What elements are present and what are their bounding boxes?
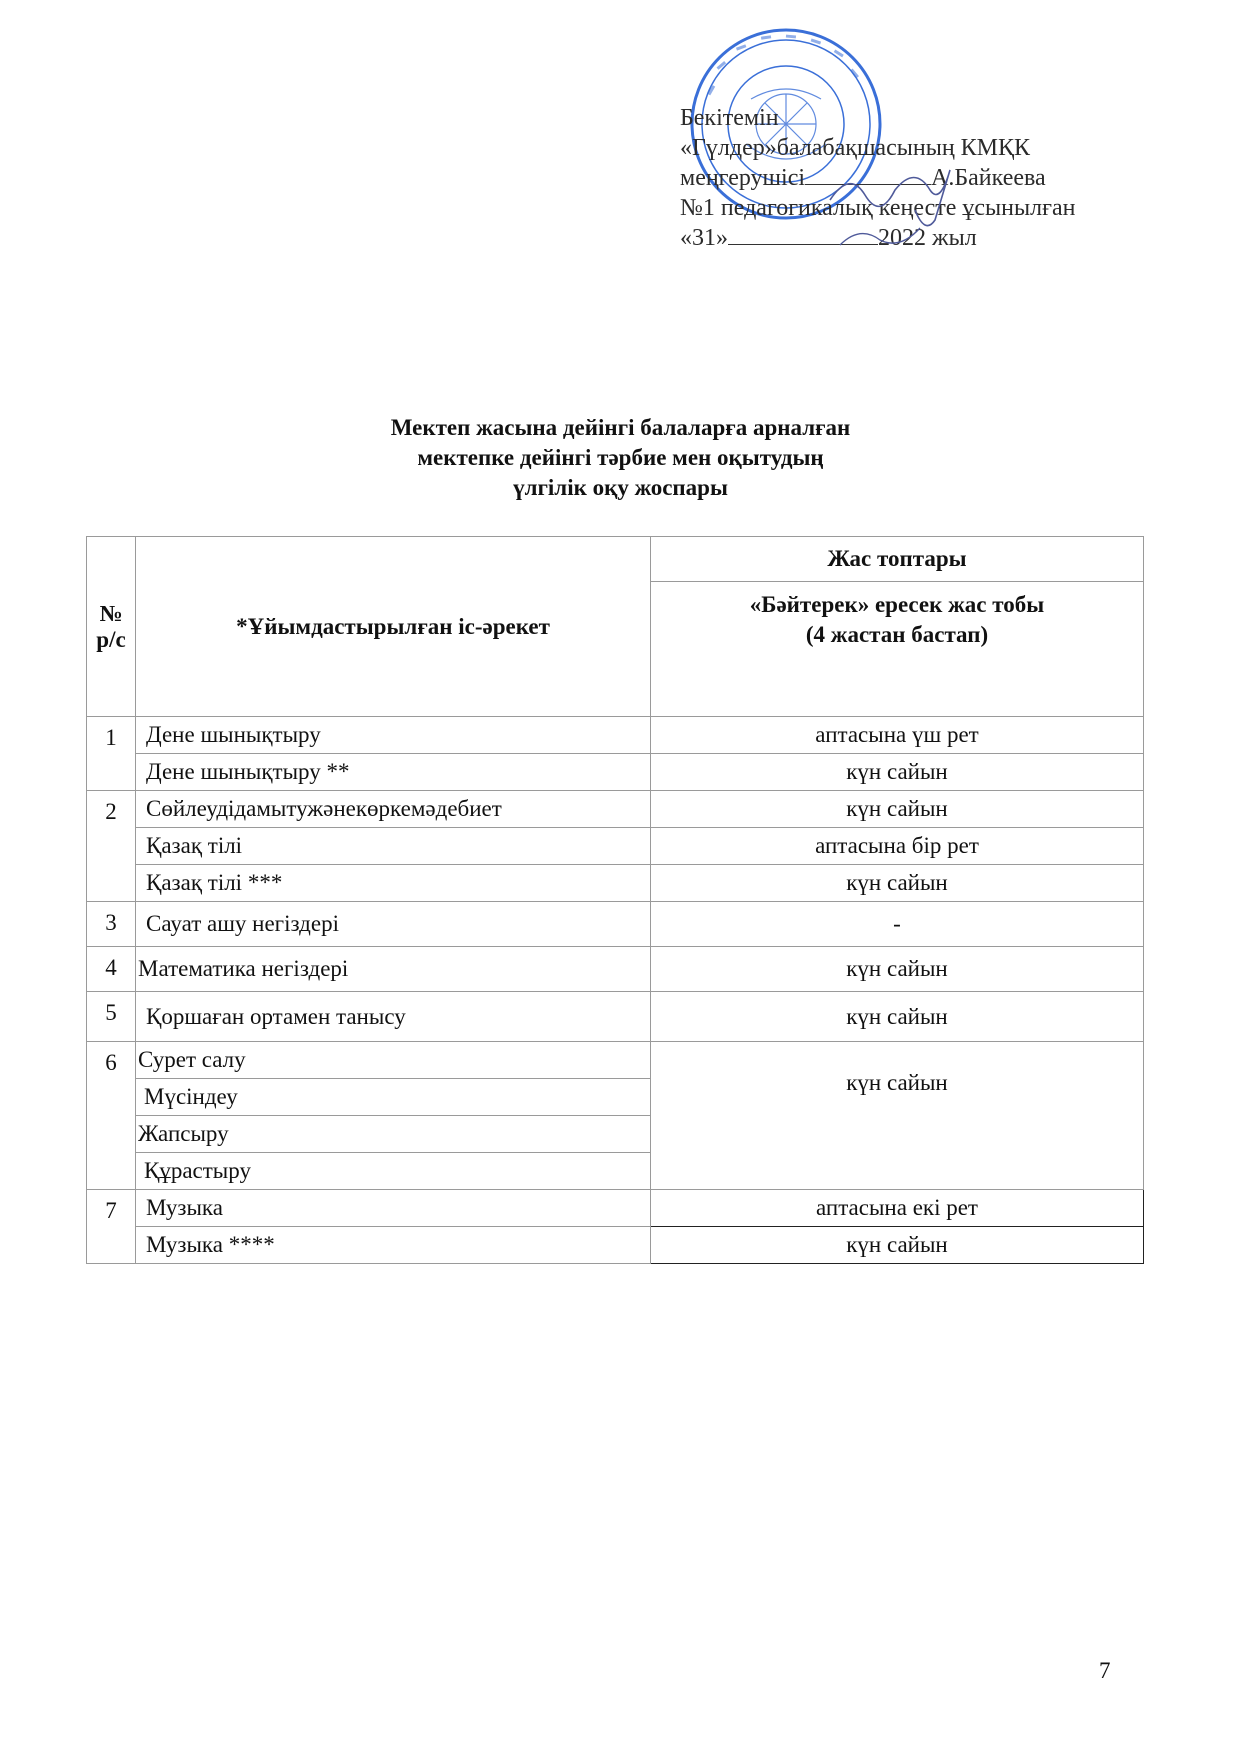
signature — [820, 150, 970, 250]
row-number: 4 — [87, 947, 136, 992]
table-row — [87, 754, 1144, 791]
activity-cell: Математика негіздері — [136, 947, 651, 992]
frequency-cell: күн сайын — [651, 865, 1144, 902]
header-text: № — [99, 600, 123, 626]
col-number-header — [87, 537, 136, 717]
table-row — [87, 791, 1144, 828]
group-header — [651, 582, 1144, 717]
header-text: «Бәйтерек» ересек жас тобы — [749, 592, 1045, 617]
frequency-cell: күн сайын — [651, 992, 1144, 1042]
frequency-cell: күн сайын — [651, 754, 1144, 791]
document-title — [0, 413, 1241, 503]
date-day: «31» — [680, 225, 728, 251]
frequency-cell: күн сайын — [651, 1227, 1144, 1264]
approval-text: №1 педагогикалық кеңесте ұсынылған — [680, 195, 1076, 221]
frequency-cell: аптасына екі рет — [651, 1190, 1144, 1227]
table-row — [87, 865, 1144, 902]
row-number: 2 — [87, 791, 136, 902]
activity-cell: Музыка — [136, 1190, 651, 1227]
row-number: 5 — [87, 992, 136, 1042]
activity-cell: Сурет салу — [136, 1042, 651, 1079]
row-number: 6 — [87, 1042, 136, 1190]
page-number: 7 — [1099, 1658, 1111, 1683]
frequency-cell: аптасына бір рет — [651, 828, 1144, 865]
activity-cell: Жапсыру — [136, 1116, 651, 1153]
header-text: (4 жастан бастап) — [805, 622, 989, 647]
table-row — [87, 1042, 1144, 1079]
approval-text: «Гүлдер»балабақшасының КМҚК — [680, 135, 1031, 161]
activity-cell: Дене шынықтыру — [136, 717, 651, 754]
activity-cell: Сауат ашу негіздері — [136, 902, 651, 947]
table-row — [87, 947, 1144, 992]
table-row — [87, 828, 1144, 865]
head-name: А.Байкеева — [931, 165, 1046, 191]
frequency-cell: күн сайын — [651, 947, 1144, 992]
activity-cell: Қоршаған ортамен танысу — [136, 992, 651, 1042]
table-row — [87, 717, 1144, 754]
col-age-groups-header: Жас топтары — [651, 537, 1144, 582]
table-row — [87, 1190, 1144, 1227]
frequency-cell: күн сайын — [651, 1042, 1144, 1190]
table-row — [87, 1227, 1144, 1264]
col-activity-header: *Ұйымдастырылған іс-әрекет — [136, 537, 651, 717]
row-number: 3 — [87, 902, 136, 947]
title-line: мектепке дейінгі тәрбие мен оқытудың — [417, 445, 824, 470]
table-row — [87, 902, 1144, 947]
table-header-row — [87, 537, 1144, 582]
approval-text: Бекітемін — [680, 105, 779, 131]
frequency-cell: аптасына үш рет — [651, 717, 1144, 754]
activity-cell: Дене шынықтыру ** — [136, 754, 651, 791]
table-row — [87, 992, 1144, 1042]
date-year: 2022 жыл — [878, 225, 977, 251]
activity-cell: Музыка **** — [136, 1227, 651, 1264]
frequency-cell: күн сайын — [651, 791, 1144, 828]
activity-cell: Мүсіндеу — [136, 1079, 651, 1116]
activity-cell: Қазақ тілі *** — [136, 865, 651, 902]
approval-text: меңгерушісі — [680, 165, 806, 191]
row-number: 1 — [87, 717, 136, 791]
header-text: р/с — [96, 626, 126, 652]
title-line: Мектеп жасына дейінгі балаларға арналған — [390, 415, 851, 440]
row-number: 7 — [87, 1190, 136, 1264]
activity-cell: Құрастыру — [136, 1153, 651, 1190]
title-line: үлгілік оқу жоспары — [513, 475, 728, 500]
approval-line-approve — [680, 103, 1200, 133]
activity-cell: Сөйлеудідамытужәнекөркемәдебиет — [136, 791, 651, 828]
curriculum-table — [86, 536, 1144, 1264]
activity-cell: Қазақ тілі — [136, 828, 651, 865]
frequency-cell: - — [651, 902, 1144, 947]
